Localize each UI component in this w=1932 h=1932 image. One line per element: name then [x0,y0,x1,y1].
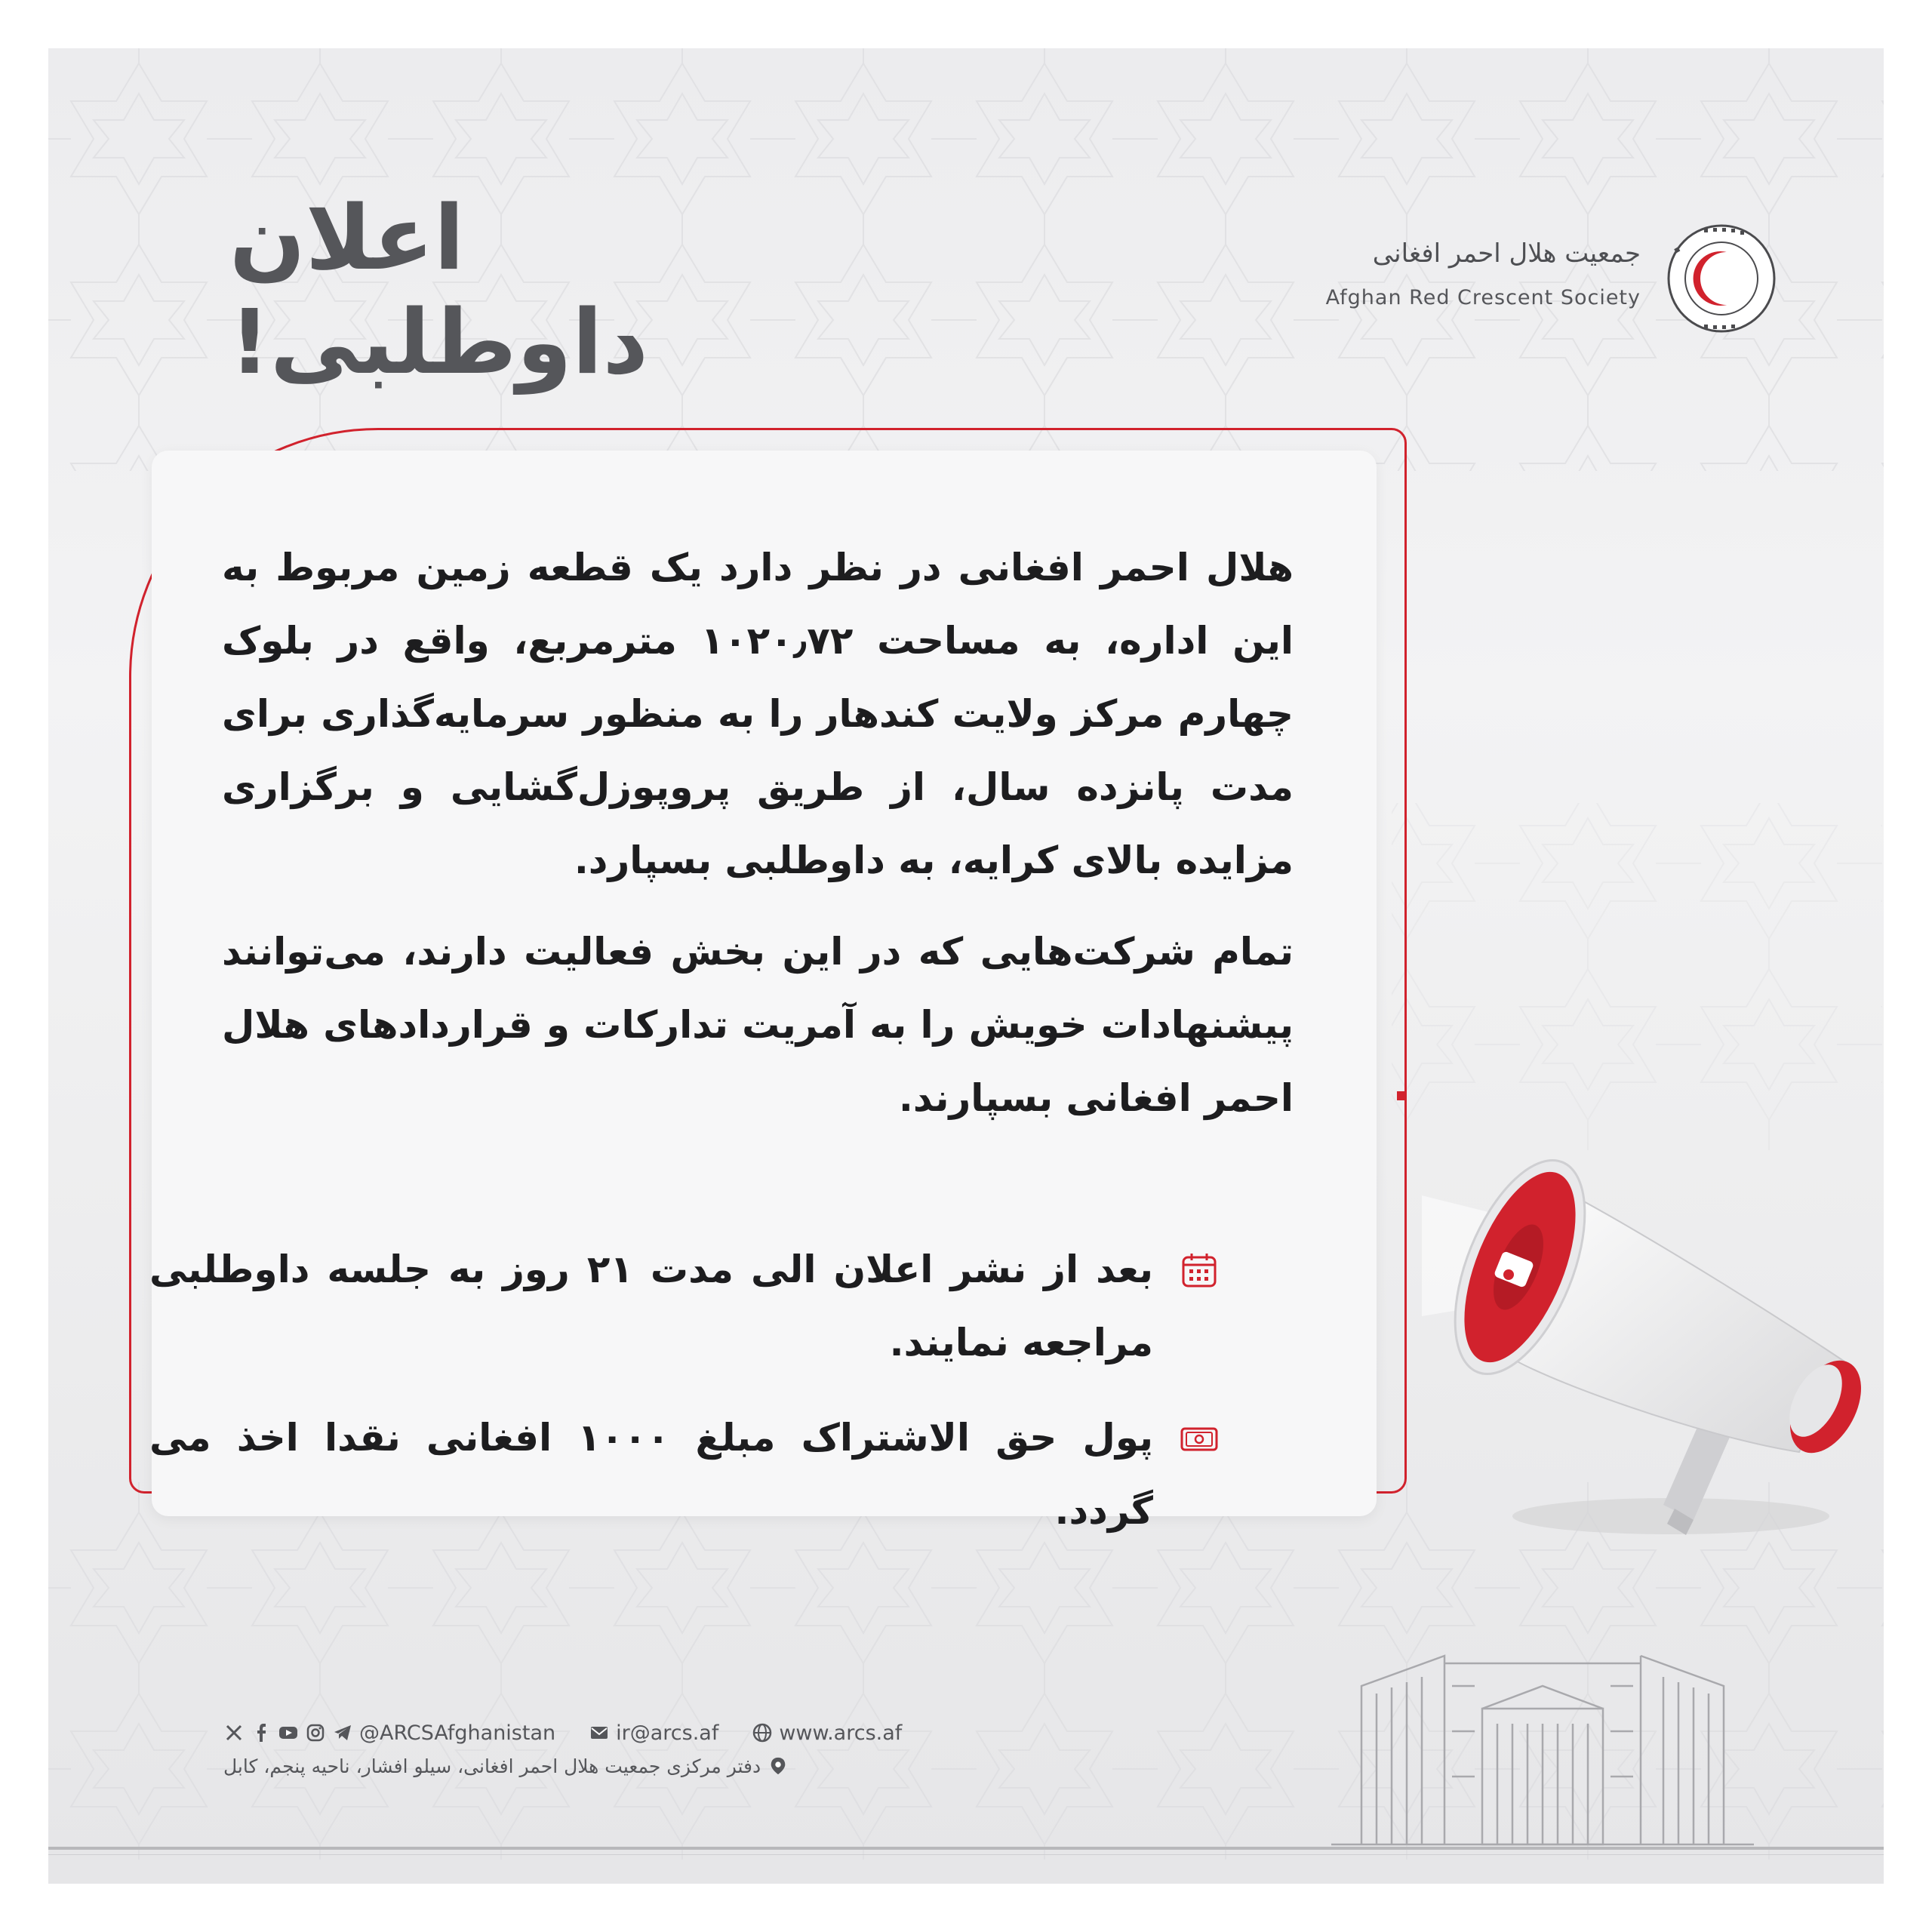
email-icon [589,1722,610,1743]
social-handle[interactable]: @ARCSAfghanistan [359,1721,556,1745]
money-icon [1179,1418,1220,1459]
paragraph-2: تمام شرکت‌هایی که در این بخش فعالیت دارند، می‌توانند پیشنهادات خویش را به آمریت تدارکات و قراردادهای هلال احمر افغانی بسپارند. [222,930,1294,1120]
footer-divider-thin [48,1854,1884,1855]
page-title [229,186,909,394]
brand-name-english: Afghan Red Crescent Society [1325,286,1641,309]
footer-address [223,1751,842,1781]
megaphone-illustration [1422,1135,1884,1588]
youtube-icon[interactable] [278,1722,299,1743]
address-text: دفتر مرکزی جمعیت هلال احمر افغانی، سیلو افشار، ناحیه پنجم، کابل [223,1755,761,1777]
x-icon[interactable] [223,1722,245,1743]
globe-icon [752,1722,773,1743]
footer-divider [48,1847,1884,1850]
facebook-icon[interactable] [251,1722,272,1743]
email-link[interactable]: ir@arcs.af [616,1721,719,1745]
poster-canvas [48,48,1884,1884]
page-title-text: اعلان داوطلبی! [229,186,649,394]
bullet-item-deadline [148,1233,1220,1380]
brand-name-dari: جمعیت هلال احمر افغانی [1372,238,1641,269]
announcement-body [222,531,1294,1153]
building-illustration [1331,1641,1754,1852]
brand-block [1310,222,1778,335]
bullet-item-fee [148,1401,1220,1548]
paragraph-1: هلال احمر افغانی در نظر دارد یک قطعه زمین مربوط به این اداره، به مساحت ۱۰۲۰٫۷۲ مترمربع، واقع در بلوک چهارم مرکز ولایت کندهار را به منظور سرمایه‌گذاری برای مدت پانزده سال، از طریق پروپوزل‌گشایی و برگزاری مزایده بالای کرایه، به داوطلبی بسپارد. [222,546,1294,882]
telegram-icon[interactable] [332,1722,353,1743]
accent-dot [1397,1091,1406,1100]
bullet-text-deadline: بعد از نشر اعلان الی مدت ۲۱ روز به جلسه داوطلبی مراجعه نمایند. [149,1247,1153,1364]
location-pin-icon [768,1756,788,1776]
instagram-icon[interactable] [305,1722,326,1743]
bullet-text-fee: پول حق الاشتراک مبلغ ۱۰۰۰ افغانی نقدا اخذ می گردد. [149,1416,1154,1533]
calendar-icon [1179,1250,1220,1291]
footer-contact-row [223,1718,906,1748]
red-crescent-logo [1665,222,1778,335]
website-link[interactable]: www.arcs.af [779,1721,903,1745]
